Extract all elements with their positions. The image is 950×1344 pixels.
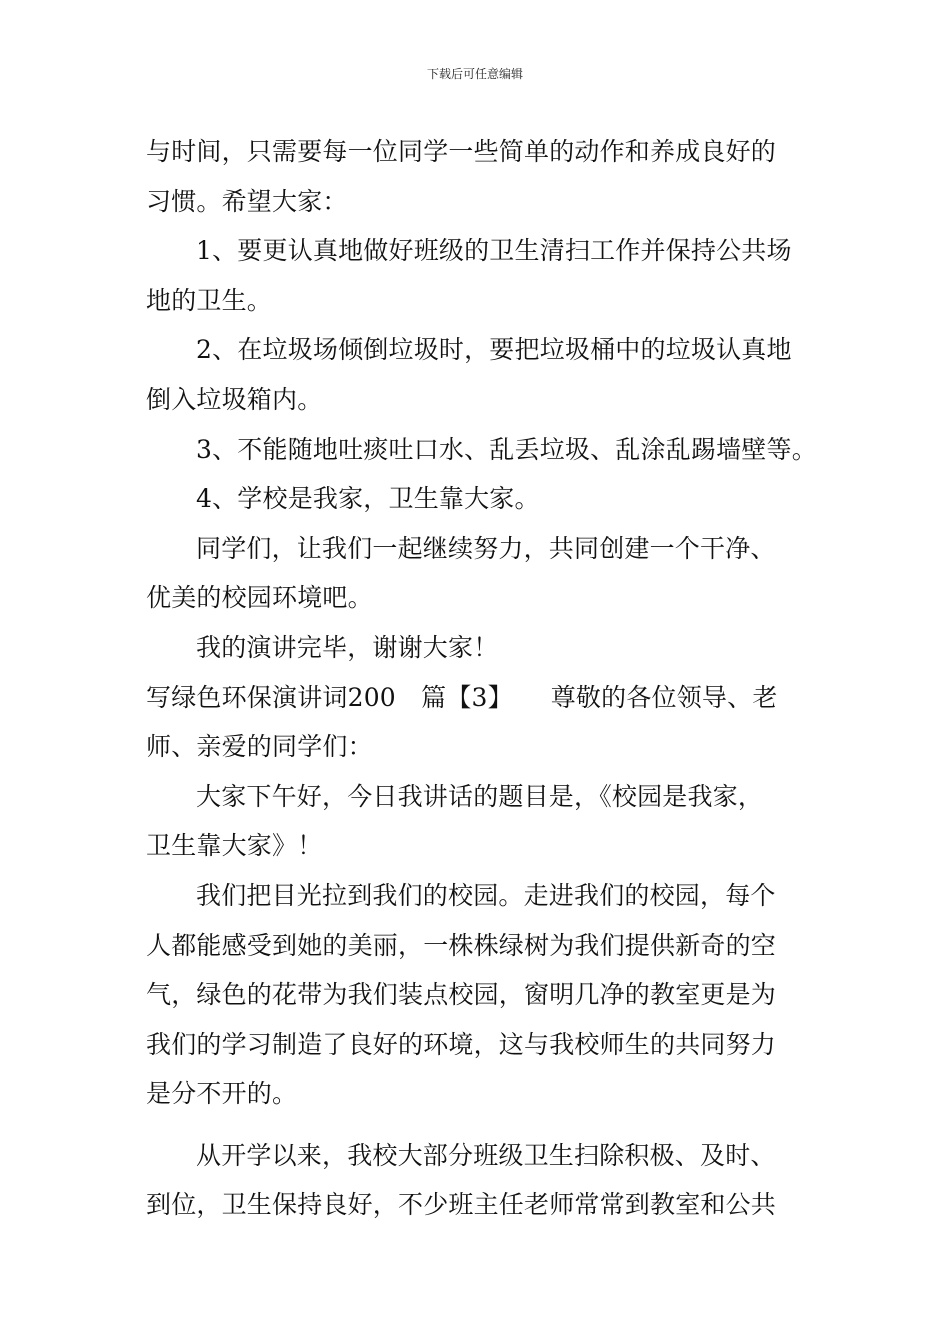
text-line: 优美的校园环境吧。	[146, 583, 373, 613]
text-line: 习惯。希望大家：	[146, 186, 348, 216]
text-line: 卫生靠大家》！	[146, 831, 323, 861]
text-line: 我们把目光拉到我们的校园。走进我们的校园，每个	[196, 880, 776, 910]
text-line: 是分不开的。	[146, 1079, 298, 1109]
text-line: 同学们，让我们一起继续努力，共同创建一个干净、	[196, 533, 776, 563]
text-line: 地的卫生。	[146, 285, 273, 315]
text-line: 2、在垃圾场倾倒垃圾时，要把垃圾桶中的垃圾认真地	[196, 335, 792, 365]
text-line: 我们的学习制造了良好的环境，这与我校师生的共同努力	[146, 1029, 777, 1059]
header-note: 下载后可任意编辑	[426, 67, 523, 81]
text-line: 从开学以来，我校大部分班级卫生扫除积极、及时、	[196, 1140, 776, 1170]
text-line: 人都能感受到她的美丽，一株株绿树为我们提供新奇的空	[146, 930, 777, 960]
text-line: 倒入垃圾箱内。	[146, 384, 323, 414]
document-body	[146, 127, 817, 1230]
text-line: 气，绿色的花带为我们装点校园，窗明几净的教室更是为	[146, 980, 777, 1010]
text-line: 与时间，只需要每一位同学一些简单的动作和养成良好的	[146, 137, 777, 166]
text-line: 4、学校是我家，卫生靠大家。	[196, 484, 540, 514]
section-heading-line: 写绿色环保演讲词200 篇【3】 尊敬的各位领导、老	[146, 682, 778, 712]
text-line: 我的演讲完毕，谢谢大家！	[196, 632, 499, 662]
text-line: 大家下午好，今日我讲话的题目是，《校园是我家，	[196, 781, 764, 811]
text-line: 到位，卫生保持良好，不少班主任老师常常到教室和公共	[146, 1190, 777, 1220]
text-line: 1、要更认真地做好班级的卫生清扫工作并保持公共场	[196, 236, 792, 266]
text-line: 师、亲爱的同学们：	[146, 732, 373, 762]
text-line: 3、不能随地吐痰吐口水、乱丢垃圾、乱涂乱踢墙壁等。	[196, 434, 817, 464]
